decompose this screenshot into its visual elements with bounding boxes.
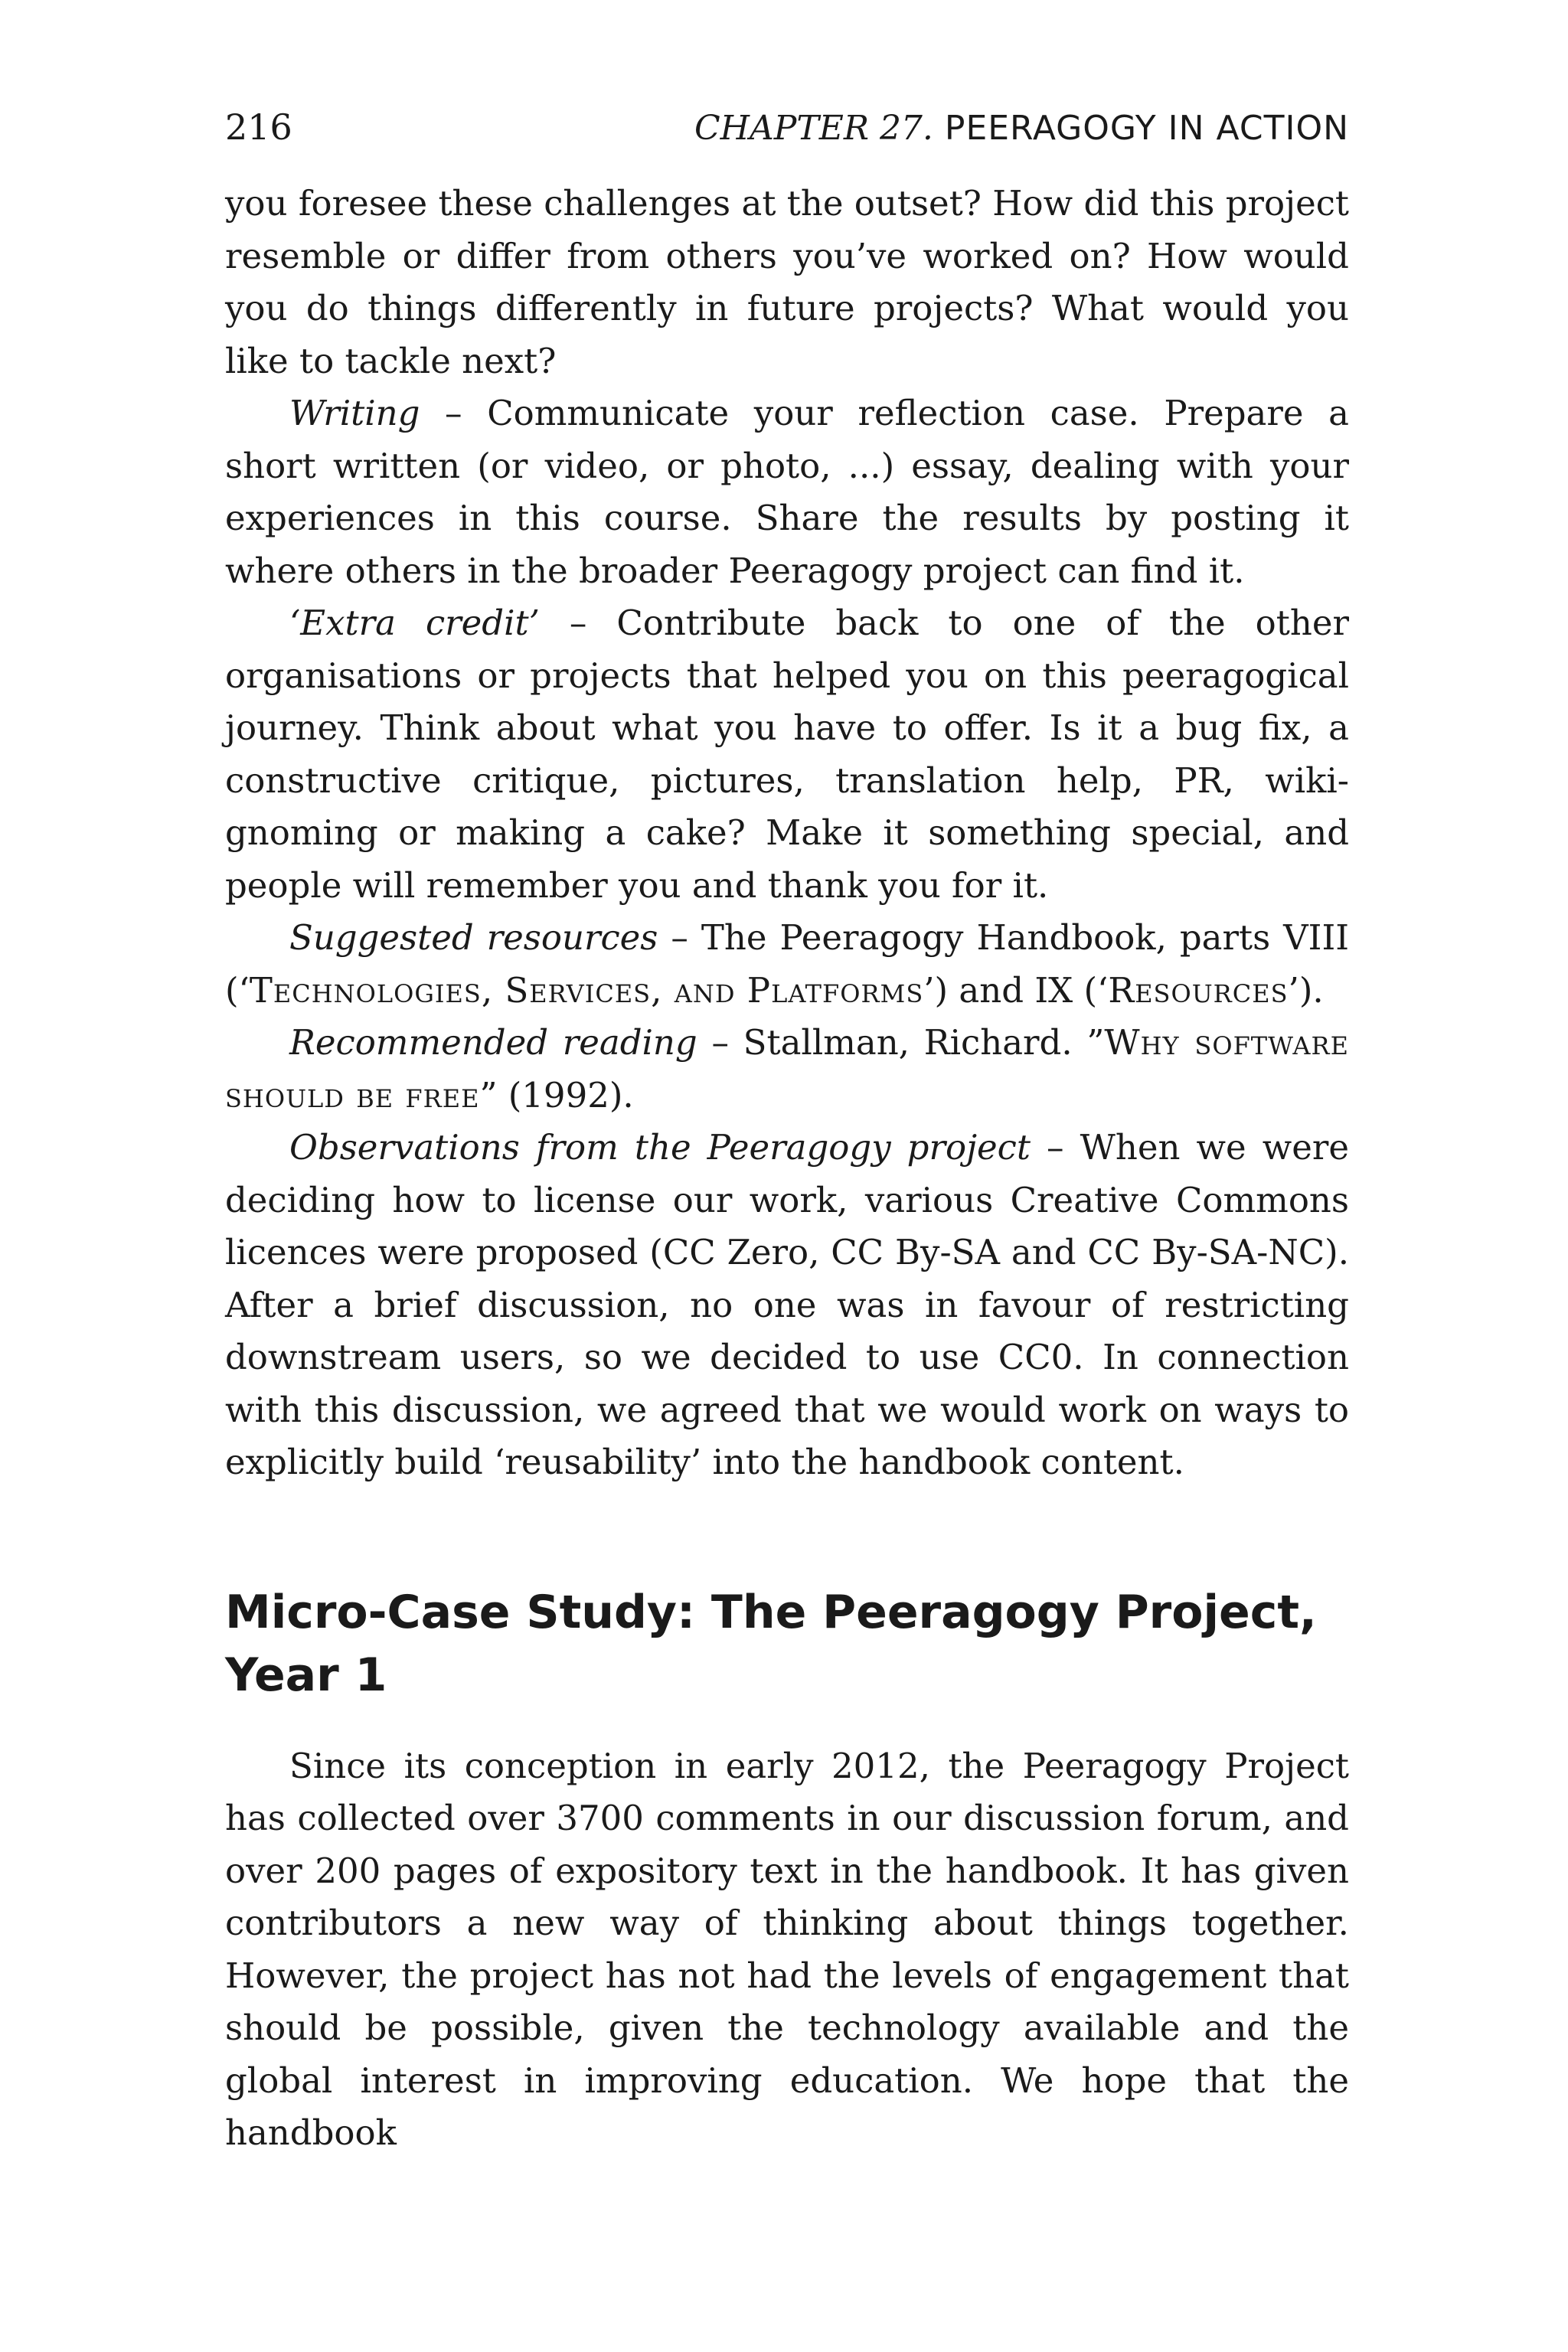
chapter-number: CHAPTER 27. <box>694 109 933 148</box>
part-ix-title: Resources <box>1108 969 1289 1011</box>
book-page <box>225 100 1349 2160</box>
paragraph-observations <box>225 1122 1349 1489</box>
extra-credit-label: ‘Extra credit’ <box>289 603 540 643</box>
writing-label: Writing <box>289 393 420 433</box>
page-number: 216 <box>225 106 292 148</box>
extra-credit-text: – Contribute back to one of the other organisations or projects that helped you on this peeragogical journey. Think about what you have to offer. Is it a bug fix, a constructive critique, pictures, translation help, PR, wiki-gnoming or making a cake? Make it something special, and people will remember you and thank you for it. <box>225 603 1349 906</box>
paragraph-continuation: you foresee these challenges at the outset? How did this project resemble or differ from others you’ve worked on? How would you do things differently in future projects? What would you like to tackle next? <box>225 183 1349 381</box>
observations-text: – When we were deciding how to license our work, various Creative Commons licences were proposed (CC Zero, CC By-SA and CC By-SA-NC). After a brief discussion, no one was in favour of restricting downstream users, so we decided to use CC0. In connection with this discussion, we agreed that we would work on ways to explicitly build ‘reusability’ into the handbook content. <box>225 1127 1349 1482</box>
recommended-reading-label: Recommended reading <box>289 1022 697 1063</box>
suggested-resources-text-c: ’). <box>1288 969 1324 1011</box>
suggested-resources-text-b: ’) and IX (‘ <box>923 969 1109 1011</box>
writing-text: – Communicate your reflection case. Prepare a short written (or video, or photo, ...) essay, dealing with your experiences in this course. Share the results by posting it where others in the broader Peeragogy project can find it. <box>225 393 1349 591</box>
suggested-resources-text-a: – The Peeragogy Handbook, parts VIII (‘ <box>225 917 1349 1011</box>
chapter-name: PEERAGOGY IN ACTION <box>944 109 1349 148</box>
recommended-reading-text-a: – Stallman, Richard. ” <box>697 1022 1105 1063</box>
suggested-resources-label: Suggested resources <box>289 917 658 958</box>
paragraph-writing <box>225 387 1349 597</box>
section-body-paragraph: Since its conception in early 2012, the Peeragogy Project has collected over 3700 comments in our discussion forum, and over 200 pages of expository text in the handbook. It has given contributors a new way of thinking about things together. However, the project has not had the levels of engagement that should be possible, given the technology available and the global interest in improving education. We hope that the handbook <box>225 1745 1349 2153</box>
part-viii-title: Technologies, Services, and Platforms <box>249 969 924 1011</box>
reading-title: Why software should be free <box>225 1022 1349 1116</box>
observations-label: Observations from the Peeragogy project <box>289 1127 1031 1168</box>
paragraph-extra-credit <box>225 597 1349 912</box>
recommended-reading-text-b: ” (1992). <box>479 1074 634 1116</box>
chapter-title <box>694 101 1349 156</box>
paragraph-recommended-reading <box>225 1017 1349 1122</box>
running-head <box>225 100 1349 156</box>
section-heading: Micro-Case Study: The Peeragogy Project, Year 1 <box>225 1585 1317 1702</box>
paragraph-suggested-resources <box>225 912 1349 1017</box>
